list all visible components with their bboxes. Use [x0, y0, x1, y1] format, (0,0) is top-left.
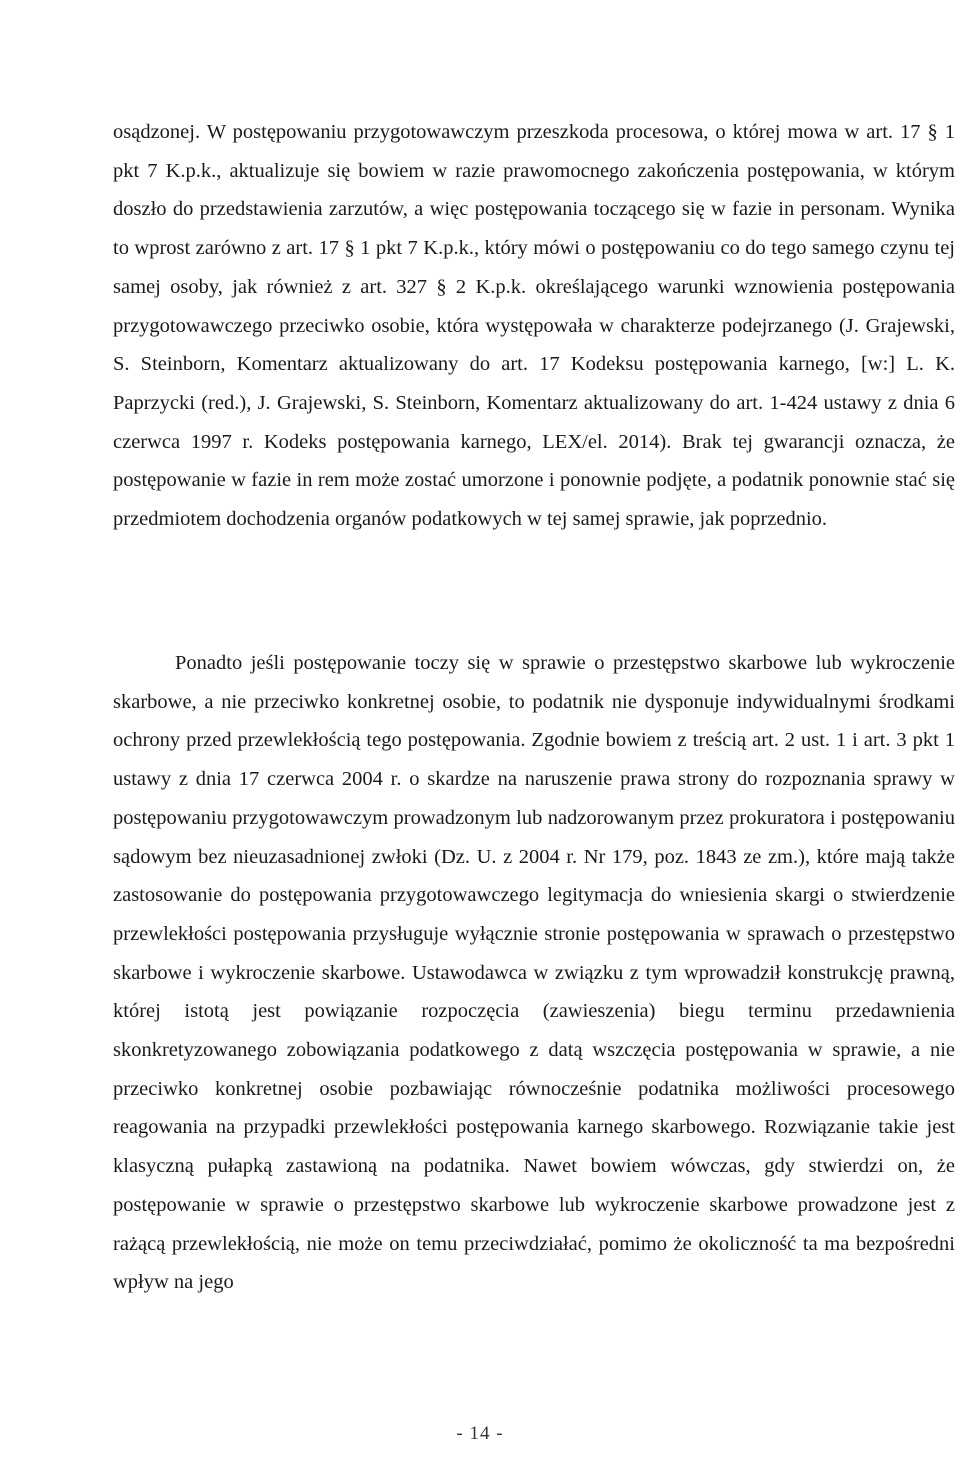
- page-number: - 14 -: [456, 1423, 504, 1444]
- paragraph-1: osądzonej. W postępowaniu przygotowawczym przeszkoda procesowa, o której mowa w art. 17 § 1 pkt 7 K.p.k., aktualizuje się bowiem w razie prawomocnego zakończenia postępowania, w którym doszło do przedstawienia zarzutów, a więc postępowania toczącego się w fazie in personam. Wynika to wprost zarówno z art. 17 § 1 pkt 7 K.p.k., który mówi o postępowaniu co do tego samego czynu tej samej osoby, jak również z art. 327 § 2 K.p.k. określającego warunki wznowienia postępowania przygotowawczego przeciwko osobie, która występowała w charakterze podejrzanego (J. Grajewski, S. Steinborn, Komentarz aktualizowany do art. 17 Kodeksu postępowania karnego, [w:] L. K. Paprzycki (red.), J. Grajewski, S. Steinborn, Komentarz aktualizowany do art. 1-424 ustawy z dnia 6 czerwca 1997 r. Kodeks postępowania karnego, LEX/el. 2014). Brak tej gwarancji oznacza, że postępowanie w fazie in rem może zostać umorzone i ponownie podjęte, a podatnik ponownie stać się przedmiotem dochodzenia organów podatkowych w tej samej sprawie, jak poprzednio.: [113, 121, 955, 531]
- paragraph-2: Ponadto jeśli postępowanie toczy się w sprawie o przestępstwo skarbowe lub wykroczenie skarbowe, a nie przeciwko konkretnej osobie, to podatnik nie dysponuje indywidualnymi środkami ochrony przed przewlekłością tego postępowania. Zgodnie bowiem z treścią art. 2 ust. 1 i art. 3 pkt 1 ustawy z dnia 17 czerwca 2004 r. o skardze na naruszenie prawa strony do rozpoznania sprawy w postępowaniu przygotowawczym prowadzonym lub nadzorowanym przez prokuratora i postępowaniu sądowym bez nieuzasadnionej zwłoki (Dz. U. z 2004 r. Nr 179, poz. 1843 ze zm.), które mają także zastosowanie do postępowania przygotowawczego legitymacja do wniesienia skargi o stwierdzenie przewlekłości postępowania przysługuje wyłącznie stronie postępowania w sprawach o przestępstwo skarbowe i wykroczenie skarbowe. Ustawodawca w związku z tym wprowadził konstrukcję prawną, której istotą jest powiązanie rozpoczęcia (zawieszenia) biegu terminu przedawnienia skonkretyzowanego zobowiązania podatkowego z datą wszczęcia postępowania w sprawie, a nie przeciwko konkretnej osobie pozbawiając równocześnie podatnika możliwości procesowego reagowania na przypadki przewlekłości postępowania karnego skarbowego. Rozwiązanie takie jest klasyczną pułapką zastawioną na podatnika. Nawet bowiem wówczas, gdy stwierdzi on, że postępowanie w sprawie o przestępstwo skarbowe lub wykroczenie skarbowe prowadzone jest z rażącą przewlekłością, nie może on temu przeciwdziałać, pomimo że okoliczność ta ma bezpośredni wpływ na jego: [113, 652, 955, 1294]
